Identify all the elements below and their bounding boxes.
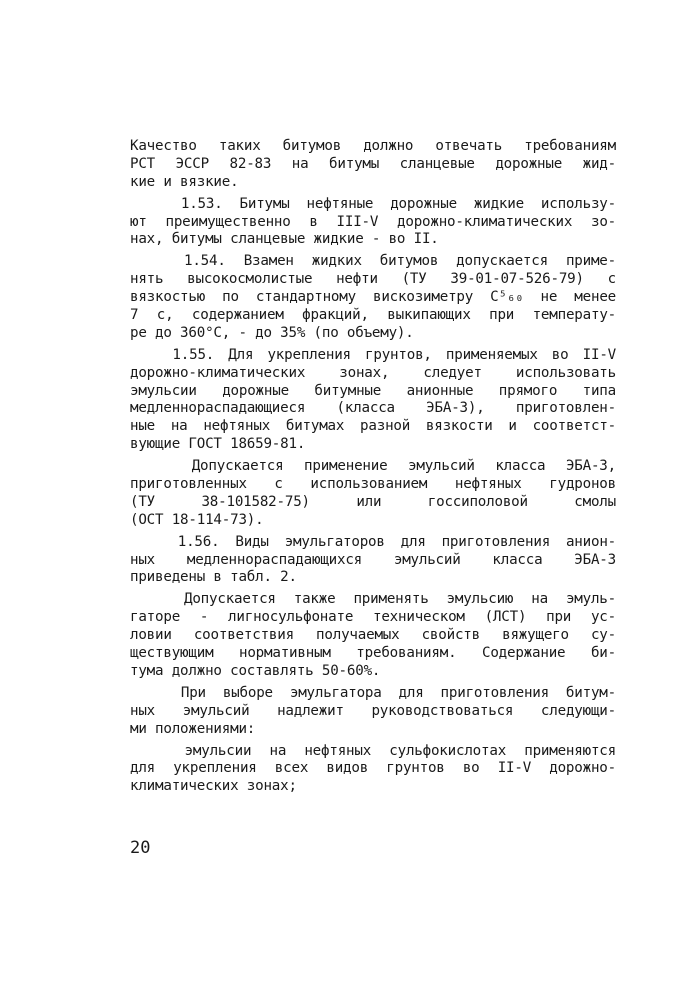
text-line: вующие ГОСТ 18659-81. xyxy=(130,436,306,453)
text-line: ловии соответствия получаемых свойств вяжущего су- xyxy=(130,627,616,644)
paragraph xyxy=(130,196,616,250)
text-line: эмульсии дорожные битумные анионные прямого типа xyxy=(130,382,616,399)
text-line: 1.54. Взамен жидких битумов допускается приме- xyxy=(130,253,616,270)
text-line: ре до 360°C, - до 35% (по объему). xyxy=(130,324,414,341)
text-line: Допускается применение эмульсий класса ЭБА-3, xyxy=(130,458,616,475)
text-line: приведены в табл. 2. xyxy=(130,569,297,586)
paragraph xyxy=(130,458,616,530)
paragraph xyxy=(130,253,616,342)
body-text xyxy=(130,138,616,796)
text-line: ные на нефтяных битумах разной вязкости и соответст- xyxy=(130,418,616,435)
text-line: медленнораспадающиеся (класса ЭБА-3), приготовлен- xyxy=(130,400,616,417)
text-line: ных эмульсий надлежит руководствоваться следующи- xyxy=(130,702,616,719)
text-line: (ОСТ 18-114-73). xyxy=(130,511,264,528)
paragraph xyxy=(130,138,616,192)
page-number: 20 xyxy=(130,838,151,858)
paragraph xyxy=(130,743,616,797)
text-line: нять высокосмолистые нефти (ТУ 39-01-07-526-79) с xyxy=(130,271,616,288)
text-line: приготовленных с использованием нефтяных гудронов xyxy=(130,476,616,493)
text-line: 1.56. Виды эмульгаторов для приготовления анион- xyxy=(130,533,616,550)
text-line: 1.55. Для укрепления грунтов, применяемых во II-V xyxy=(130,346,616,363)
text-line: климатических зонах; xyxy=(130,778,297,795)
paragraph xyxy=(130,347,616,454)
text-line: ют преимущественно в III-V дорожно-климатических зо- xyxy=(130,213,616,230)
text-line: 1.53. Битумы нефтяные дорожные жидкие использу- xyxy=(130,195,616,212)
text-line: (ТУ 38-101582-75) или госсиполовой смолы xyxy=(130,493,616,510)
paragraph xyxy=(130,534,616,588)
paragraph xyxy=(130,685,616,739)
text-line: 7 с, содержанием фракций, выкипающих при температу- xyxy=(130,307,616,324)
text-line: для укрепления всех видов грунтов во II-V дорожно- xyxy=(130,760,616,777)
text-line: эмульсии на нефтяных сульфокислотах применяются xyxy=(130,742,616,759)
text-line: вязкостью по стандартному вискозиметру C⁵₆₀ не менее xyxy=(130,289,616,306)
text-line: кие и вязкие. xyxy=(130,173,239,190)
text-line: Допускается также применять эмульсию на эмуль- xyxy=(130,591,616,608)
paragraph xyxy=(130,591,616,680)
text-line: РСТ ЭССР 82-83 на битумы сланцевые дорожные жид- xyxy=(130,155,616,172)
text-line: Качество таких битумов должно отвечать требованиям xyxy=(130,138,616,154)
text-line: ных медленнораспадающихся эмульсий класса ЭБА-3 xyxy=(130,551,616,568)
text-line: ществующим нормативным требованиям. Содержание би- xyxy=(130,645,616,662)
text-line: гаторе - лигносульфонате техническом (ЛСТ) при ус- xyxy=(130,609,616,626)
text-line: При выборе эмульгатора для приготовления битум- xyxy=(130,684,616,701)
text-line: тума должно составлять 50-60%. xyxy=(130,662,381,679)
text-line: ми положениями: xyxy=(130,720,256,737)
text-line: дорожно-климатических зонах, следует использовать xyxy=(130,364,616,381)
text-line: нах, битумы сланцевые жидкие - во II. xyxy=(130,231,439,248)
